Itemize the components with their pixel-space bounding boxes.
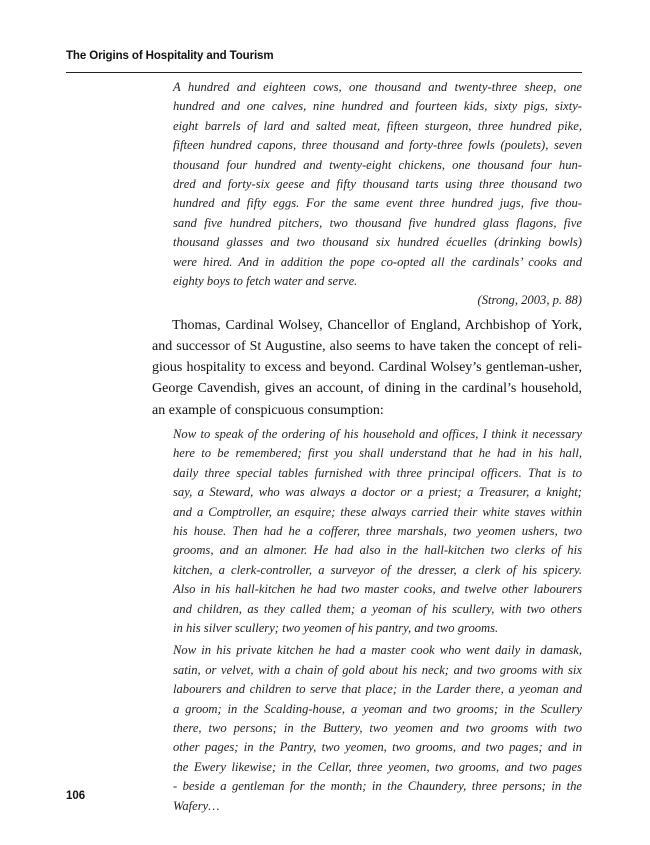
quote-paragraph [173, 641, 582, 816]
quote-line: and a Comptroller, an esquire; these always carried their white staves within [173, 504, 582, 519]
blockquote-household [152, 425, 582, 816]
quote-line: A hundred and eighteen cows, one thousand and twenty-three sheep, one [173, 80, 582, 94]
quote-line: kitchen, a clerk-controller, a surveyor of the dresser, a clerk of his spicery. [173, 562, 582, 577]
citation: (Strong, 2003, p. 88) [477, 293, 582, 308]
quote-line: eight barrels of lard and salted meat, fifteen sturgeon, three hundred pike, [173, 118, 582, 133]
quote-line: thousand glasses and two thousand six hundred écuelles (drinking bowls) [173, 235, 582, 250]
paragraph-line: Thomas, Cardinal Wolsey, Chancellor of England, Archbishop of York, [172, 317, 582, 333]
quote-line: sand five hundred pitchers, two thousand five hundred glass flagons, five [173, 215, 582, 230]
quote-line: here to be remembered; first you shall understand that he had in his hall, [173, 446, 582, 461]
quote-paragraph [173, 78, 582, 291]
quote-line: and children, as they called them; a yeoman of his scullery, with two others [173, 601, 582, 616]
paragraph-line: gious hospitality to excess and beyond. Cardinal Wolsey’s gentleman-usher, [152, 360, 582, 376]
quote-line: the Ewery likewise; in the Cellar, three yeomen, two grooms, and two pages [173, 759, 582, 774]
header-rule [66, 72, 582, 73]
quote-line: Now to speak of the ordering of his household and offices, I think it necessary [173, 426, 582, 441]
quote-line: fifteen hundred capons, three thousand and forty-three fowls (poulets), seven [173, 138, 582, 153]
paragraph-line: George Cavendish, gives an account, of dining in the cardinal’s household, [152, 381, 582, 397]
quote-line: hundred and fifty eggs. For the same event three hundred jugs, five thou- [173, 196, 582, 211]
quote-line: - beside a gentleman for the month; in the Chaundery, three persons; in the [173, 779, 582, 794]
quote-line: a groom; in the Scalding-house, a yeoman and two grooms; in the Scullery [173, 701, 582, 716]
body-paragraph [152, 315, 582, 421]
quote-line: hundred and one calves, nine hundred and fourteen kids, sixty pigs, sixty- [173, 99, 582, 114]
page-body [152, 78, 582, 816]
page-number: 106 [66, 790, 86, 802]
quote-line: eighty boys to fetch water and serve. [173, 274, 358, 289]
blockquote-banquet [152, 78, 582, 291]
paragraph-line: an example of conspicuous consumption: [152, 402, 384, 418]
quote-line: other pages; in the Pantry, two yeomen, two grooms, and two pages; and in [173, 740, 582, 755]
quote-line: there, two persons; in the Buttery, two yeomen and two grooms with two [173, 720, 582, 735]
quote-line: Also in his hall-kitchen he had two master cooks, and twelve other labourers [173, 582, 582, 597]
quote-line: labourers and children to serve that place; in the Larder there, a yeoman and [173, 682, 582, 697]
quote-line: satin, or velvet, with a chain of gold about his neck; and two grooms with six [173, 662, 582, 677]
quote-line: say, a Steward, who was always a doctor or a priest; a Treasurer, a knight; [173, 485, 582, 500]
quote-line: thousand four hundred and twenty-eight chickens, one thousand four hun- [173, 157, 582, 172]
quote-line: Wafery… [173, 798, 220, 813]
quote-line: grooms, and an almoner. He had also in the hall-kitchen two clerks of his [173, 543, 582, 558]
quote-line: in his silver scullery; two yeomen of his pantry, and two grooms. [173, 620, 499, 635]
paragraph-line: and successor of St Augustine, also seems to have taken the concept of reli- [152, 339, 582, 355]
quote-line: were hired. And in addition the pope co-opted all the cardinals’ cooks and [173, 254, 582, 269]
quote-paragraph [173, 425, 582, 638]
quote-line: Now in his private kitchen he had a master cook who went daily in damask, [173, 643, 582, 658]
quote-line: dred and forty-six geese and fifty thousand tarts using three thousand two [173, 177, 582, 192]
quote-line: daily three special tables furnished with three principal officers. That is to [173, 465, 582, 480]
quote-line: his house. Then had he a cofferer, three marshals, two yeomen ushers, two [173, 523, 582, 538]
running-head: The Origins of Hospitality and Tourism [66, 50, 274, 62]
